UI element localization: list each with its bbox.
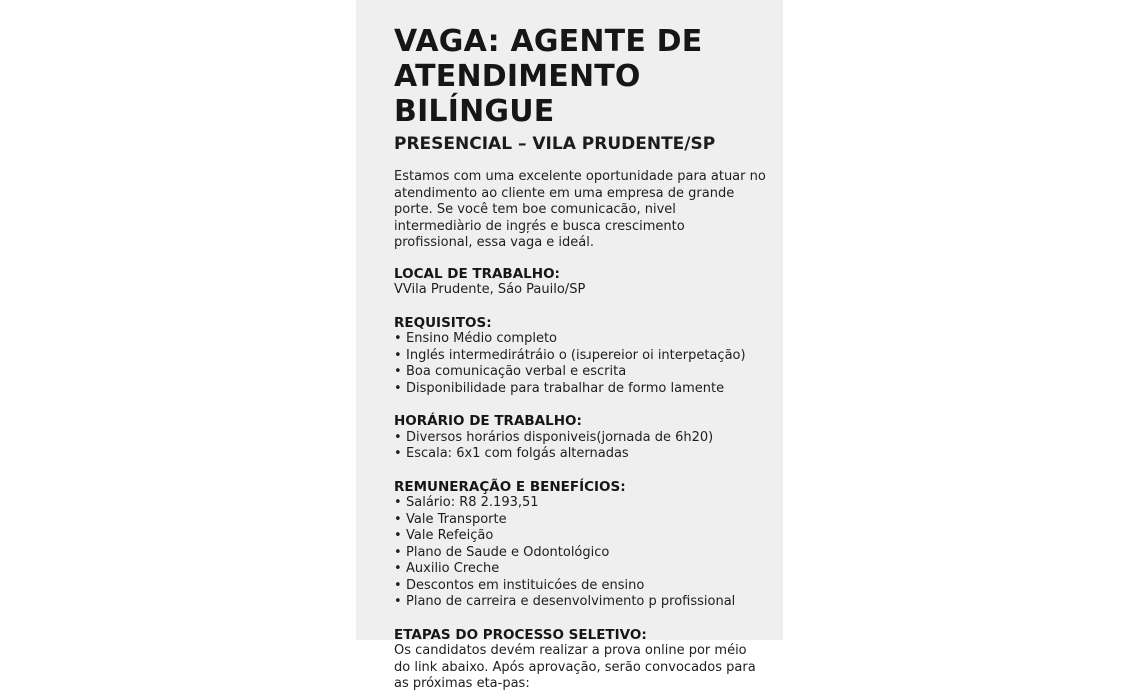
list-item: • Plano de carreira e desenvolvimento p profissional	[394, 594, 766, 611]
list-item: • Vale Refeição	[394, 528, 766, 545]
job-posting-page	[356, 0, 783, 691]
list-item: • Inglés intermedirátráio o (isɹpereior oi interpetação)	[394, 348, 766, 365]
job-title: VAGA: AGENTE DE ATENDIMENTO BILÍNGUE	[394, 24, 703, 129]
local-heading: LOCAL DE TRABALHO:	[394, 265, 560, 282]
etapas-text: Os candidatos devém realizar a prova online por méio do link abaixo. Após aprovação, serão convocados para as próximas eta-pas:	[394, 643, 756, 691]
list-item: • Ensino Médio completo	[394, 331, 766, 348]
list-item: • Auxilio Creche	[394, 561, 766, 578]
list-item: • Escala: 6x1 com folgás alternadas	[394, 446, 766, 463]
local-text: VVila Prudente, Sáo Pauilo/SP	[394, 282, 586, 297]
intro-paragraph: Estamos com uma excelente oportunidade para atuar no atendimento ao cliente em uma empresa de grande porte. Se você tem boe comunicacão, nivel intermediàrio de ingŗés e busca crescimento profissional, essa vaga e ideál.	[394, 169, 766, 250]
etapas-heading: ETAPAS DO PROCESSO SELETIVO:	[394, 626, 647, 643]
list-item: • Vale Transporte	[394, 512, 766, 529]
list-item: • Descontos em instituicóes de ensino	[394, 578, 766, 595]
requisitos-heading: REQUISITOS:	[394, 314, 492, 331]
list-item: • Boa comunicação verbal e escrita	[394, 364, 766, 381]
list-item: • Disponibilidade para trabalhar de formo lamente	[394, 381, 766, 398]
requisitos-list	[394, 331, 766, 397]
list-item: • Diversos horários disponiveis(jornada de 6h20)	[394, 430, 766, 447]
remuneracao-heading: REMUNERAÇÃO E BENEFÍCIOS:	[394, 478, 626, 495]
remuneracao-list	[394, 495, 766, 611]
job-subtitle: PRESENCIAL – VILA PRUDENTE/SP	[394, 134, 716, 154]
horario-list	[394, 430, 766, 463]
horario-heading: HORÁRIO DE TRABALHO:	[394, 413, 582, 429]
list-item: • Salário: R8 2.193,51	[394, 495, 766, 512]
list-item: • Plano de Saude e Odontológico	[394, 545, 766, 562]
job-posting-content	[394, 24, 766, 693]
